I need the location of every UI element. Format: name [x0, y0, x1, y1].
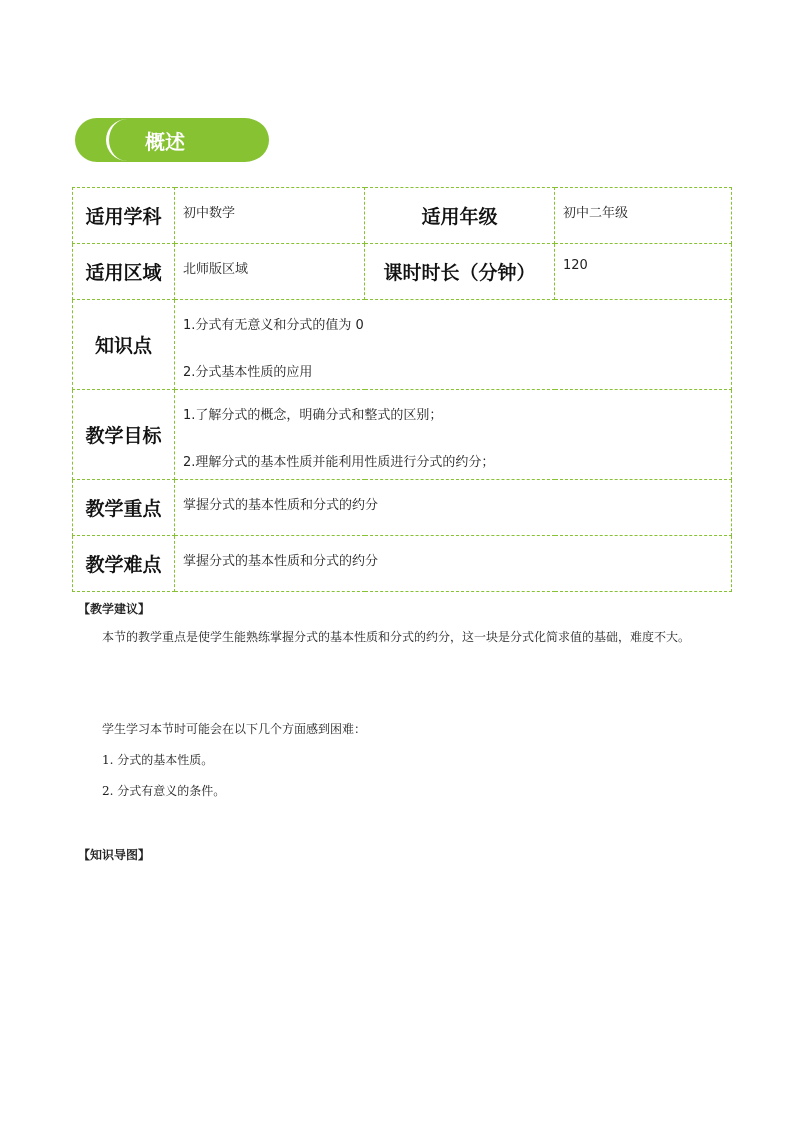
subject-label: 适用学科	[73, 188, 175, 244]
difficulty-item: 2. 分式有意义的条件。	[102, 784, 226, 798]
region-value: 北师版区域	[175, 244, 365, 300]
knowledge-item: 1.分式有无意义和分式的值为 0	[183, 318, 364, 333]
subject-value: 初中数学	[175, 188, 365, 244]
knowledge-item: 2.分式基本性质的应用	[183, 365, 313, 380]
table-row-knowledge	[73, 300, 732, 390]
table-row-difficulty	[73, 536, 732, 592]
goals-label: 教学目标	[73, 390, 175, 480]
header-pill	[106, 119, 269, 161]
duration-label: 课时时长（分钟）	[365, 244, 555, 300]
table-row-key	[73, 480, 732, 536]
key-value: 掌握分式的基本性质和分式的约分	[175, 480, 732, 536]
duration-value: 120	[555, 244, 732, 300]
section-title: 概述	[145, 129, 185, 154]
goals-value	[175, 390, 732, 480]
goal-item: 2.理解分式的基本性质并能利用性质进行分式的约分；	[183, 455, 495, 470]
suggestion-heading: 【教学建议】	[78, 602, 151, 616]
overview-table	[72, 187, 732, 592]
region-label: 适用区域	[73, 244, 175, 300]
knowledge-label: 知识点	[73, 300, 175, 390]
table-row-region	[73, 244, 732, 300]
knowledge-value	[175, 300, 732, 390]
grade-label: 适用年级	[365, 188, 555, 244]
table-row-goals	[73, 390, 732, 480]
grade-value: 初中二年级	[555, 188, 732, 244]
difficulty-intro: 学生学习本节时可能会在以下几个方面感到困难：	[102, 722, 367, 736]
goal-item: 1.了解分式的概念，明确分式和整式的区别；	[183, 408, 443, 423]
suggestion-paragraph: 本节的教学重点是使学生能熟练掌握分式的基本性质和分式的约分，这一块是分式化简求值的基础，难度不大。	[102, 630, 691, 644]
difficulty-value: 掌握分式的基本性质和分式的约分	[175, 536, 732, 592]
key-label: 教学重点	[73, 480, 175, 536]
mindmap-heading: 【知识导图】	[78, 848, 151, 862]
difficulty-item: 1. 分式的基本性质。	[102, 753, 214, 767]
table-row-subject	[73, 188, 732, 244]
difficulty-label: 教学难点	[73, 536, 175, 592]
